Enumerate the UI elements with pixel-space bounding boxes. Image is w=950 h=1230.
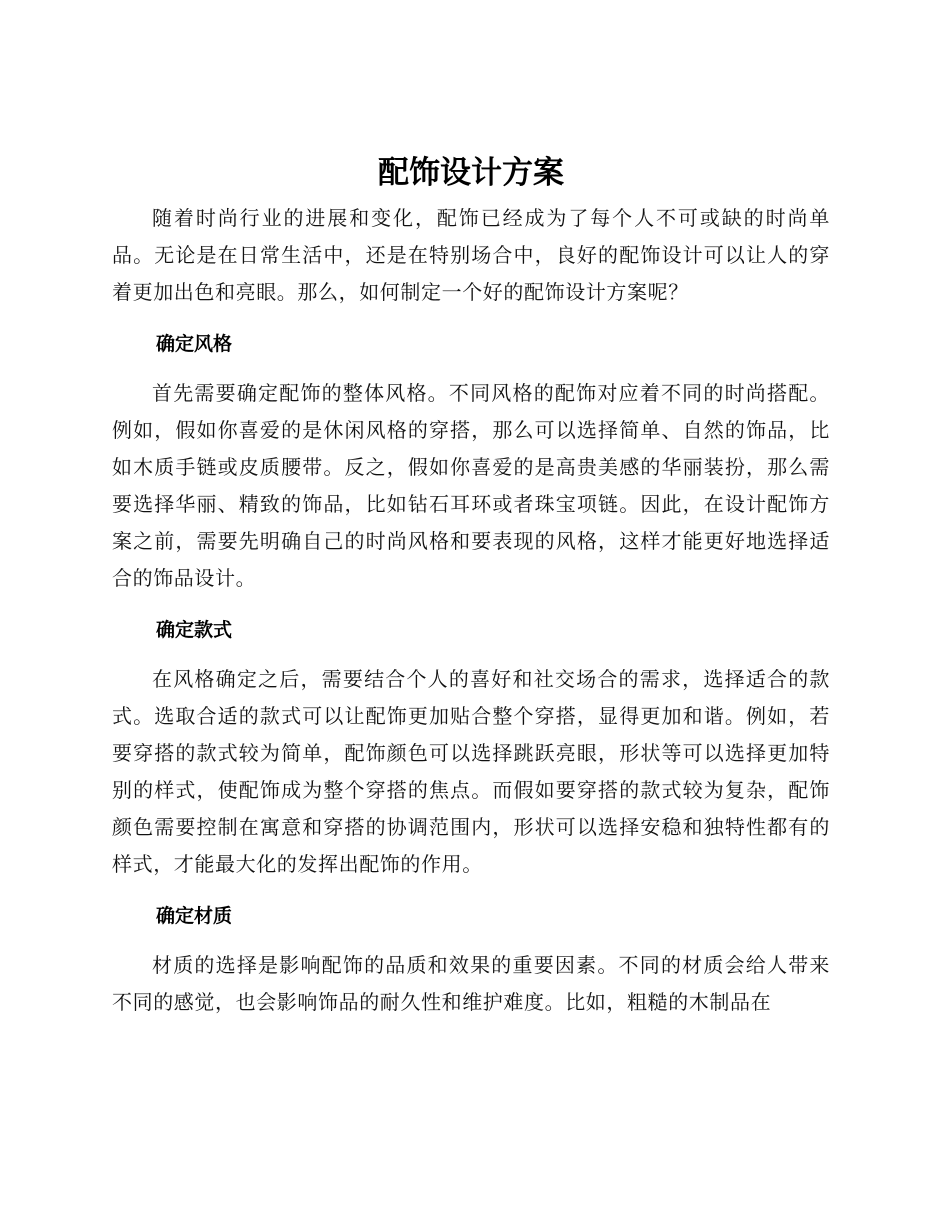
document-title: 配饰设计方案 xyxy=(378,155,564,191)
section-body-style: 首先需要确定配饰的整体风格。不同风格的配饰对应着不同的时尚搭配。例如，假如你喜爱的是休闲风格的穿搭，那么可以选择简单、自然的饰品，比如木质手链或皮质腰带。反之，假如你喜爱的是高贵美感的华丽装扮，那么需要选择华丽、精致的饰品，比如钻石耳环或者珠宝项链。因此，在设计配饰方案之前，需要先明确自己的时尚风格和要表现的风格，这样才能更好地选择适合的饰品设计。 xyxy=(112,381,830,590)
section-body-material: 材质的选择是影响配饰的品质和效果的重要因素。不同的材质会给人带来不同的感觉，也会影响饰品的耐久性和维护难度。比如，粗糙的木制品在 xyxy=(112,953,830,1014)
section-heading-design: 确定款式 xyxy=(156,619,233,641)
section-heading-style: 确定风格 xyxy=(156,333,233,355)
intro-paragraph: 随着时尚行业的进展和变化，配饰已经成为了每个人不可或缺的时尚单品。无论是在日常生活中，还是在特别场合中，良好的配饰设计可以让人的穿着更加出色和亮眼。那么，如何制定一个好的配饰设计方案呢？ xyxy=(112,206,830,304)
section-heading-material: 确定材质 xyxy=(156,905,233,927)
section-body-design: 在风格确定之后，需要结合个人的喜好和社交场合的需求，选择适合的款式。选取合适的款式可以让配饰更加贴合整个穿搭，显得更加和谐。例如，若要穿搭的款式较为简单，配饰颜色可以选择跳跃亮眼，形状等可以选择更加特别的样式，使配饰成为整个穿搭的焦点。而假如要穿搭的款式较为复杂，配饰颜色需要控制在寓意和穿搭的协调范围内，形状可以选择安稳和独特性都有的样式，才能最大化的发挥出配饰的作用。 xyxy=(112,667,830,876)
document-page xyxy=(112,150,830,1021)
